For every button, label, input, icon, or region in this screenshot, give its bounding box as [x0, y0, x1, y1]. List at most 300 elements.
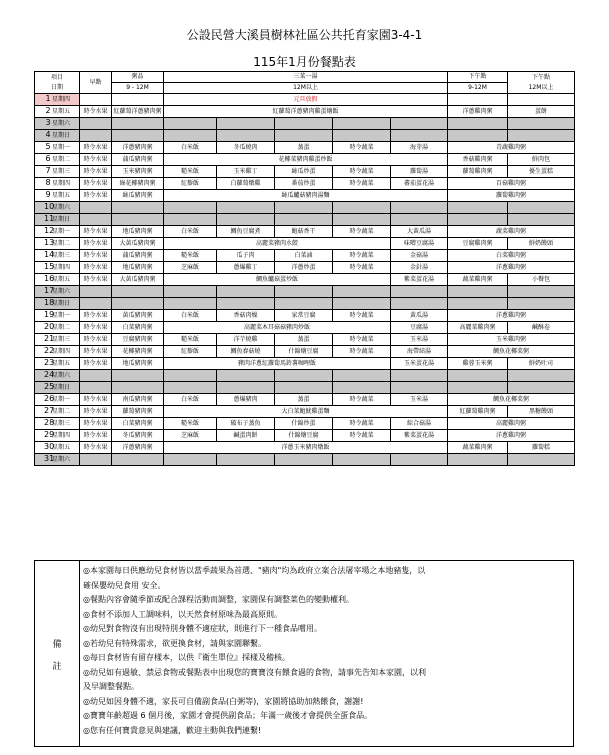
empty-cell	[275, 286, 333, 298]
empty-cell	[448, 382, 508, 394]
afternoon-cell-b: 蘿蔔糕	[508, 442, 575, 454]
empty-cell	[508, 214, 575, 226]
day-cell	[35, 226, 80, 238]
porridge-cell: 黃瓜豬肉粥	[112, 310, 164, 322]
afternoon-cell: 鯛魚花椰菜粥	[448, 394, 575, 406]
morning-cell: 時令水果	[80, 322, 112, 334]
afternoon-cell-b: 優生蛋糕	[508, 166, 575, 178]
day-number: 11	[43, 214, 55, 223]
porridge-cell: 豆腐豬肉粥	[112, 334, 164, 346]
dish-cell: 紅藜飯	[164, 346, 217, 358]
dish-cell: 金菇湯	[391, 250, 448, 262]
porridge-cell: 玉米豬肉粥	[112, 166, 164, 178]
empty-cell	[333, 382, 391, 394]
dish-cell: 糙米飯	[164, 250, 217, 262]
dish-cell: 白蘿蔔燉雞	[217, 178, 275, 190]
empty-cell	[80, 286, 112, 298]
morning-cell: 時令水果	[80, 190, 112, 202]
day-number: 14	[43, 250, 55, 259]
morning-cell: 時令水果	[80, 346, 112, 358]
empty-cell	[391, 286, 448, 298]
menu-row	[35, 322, 575, 334]
empty-cell	[508, 202, 575, 214]
weekday: 星期四	[51, 264, 70, 271]
morning-cell: 時令水果	[80, 166, 112, 178]
menu-row	[35, 262, 575, 274]
lunch-main-cell: 洋蔥玉米豬肉燉飯	[164, 442, 448, 454]
empty-cell	[112, 130, 164, 142]
empty-cell	[448, 118, 508, 130]
afternoon-cell: 玉米雞肉粥	[448, 334, 575, 346]
menu-row	[35, 370, 575, 382]
afternoon-cell: 洋蔥雞肉粥	[448, 310, 575, 322]
item-date-header	[35, 72, 80, 94]
dish-cell: 洋芋燒雞	[217, 334, 275, 346]
dish-cell: 時令蔬菜	[333, 178, 391, 190]
porridge-cell: 白菜豬肉粥	[112, 418, 164, 430]
day-cell	[35, 238, 80, 250]
lunch-main-cell: 紅蘿蔔洋蔥豬肉雞蛋燴飯	[164, 106, 448, 118]
dish-cell: 蔥爆豬肉	[217, 394, 275, 406]
empty-cell	[391, 454, 448, 466]
dish-cell: 蔥爆雞丁	[217, 262, 275, 274]
morning-cell	[80, 94, 112, 106]
empty-cell	[391, 370, 448, 382]
empty-cell	[112, 118, 164, 130]
empty-cell	[217, 214, 275, 226]
afternoon-cell-b: 黑糖饅頭	[508, 406, 575, 418]
porridge-cell: 洋蔥豬肉粥	[112, 442, 164, 454]
day-cell	[35, 142, 80, 154]
weekday: 星期日	[51, 384, 70, 391]
day-number: 5	[45, 142, 51, 151]
dish-cell: 什錦燴豆腐	[275, 346, 333, 358]
day-cell	[35, 106, 80, 118]
menu-row	[35, 430, 575, 442]
afternoon-header-b	[508, 72, 575, 94]
empty-cell	[508, 298, 575, 310]
dish-cell: 白米飯	[164, 226, 217, 238]
morning-header: 早點	[80, 72, 112, 94]
empty-cell	[275, 118, 333, 130]
day-number: 10	[43, 202, 55, 211]
weekday: 星期六	[51, 120, 70, 127]
dish-cell: 什錦炒蛋	[275, 418, 333, 430]
day-number: 30	[43, 442, 55, 451]
porridge-cell: 白菜豬肉粥	[112, 322, 164, 334]
dish-cell: 什錦燴豆腐	[275, 430, 333, 442]
weekday: 星期三	[51, 168, 70, 175]
afternoon-cell-b: 蛋餅	[508, 106, 575, 118]
weekday: 星期五	[51, 444, 70, 451]
empty-cell	[164, 202, 217, 214]
empty-cell	[164, 214, 217, 226]
dish-cell: 玉米湯	[391, 394, 448, 406]
day-cell	[35, 190, 80, 202]
afternoon-cell: 蔬菜雞肉粥	[448, 226, 575, 238]
afternoon-cell-a: 蘿蔔雞肉粥	[448, 166, 508, 178]
empty-cell	[80, 298, 112, 310]
afternoon-cell-b: 小餐包	[508, 274, 575, 286]
empty-cell	[448, 454, 508, 466]
day-number: 31	[43, 454, 55, 463]
dish-cell: 時令蔬菜	[333, 334, 391, 346]
dish-cell: 時令蔬菜	[333, 346, 391, 358]
day-number: 28	[43, 418, 55, 427]
day-number: 24	[43, 370, 55, 379]
day-cell	[35, 130, 80, 142]
dish-cell: 時令蔬菜	[333, 226, 391, 238]
day-number: 13	[43, 238, 55, 247]
dish-cell: 蒸蛋	[275, 334, 333, 346]
soup-cell: 紫菜蛋花湯	[391, 274, 448, 286]
morning-cell: 時令水果	[80, 358, 112, 370]
afternoon-cell-b: 鮮奶吐司	[508, 358, 575, 370]
menu-row	[35, 382, 575, 394]
porridge-cell	[112, 94, 164, 106]
day-number: 29	[43, 430, 55, 439]
morning-cell: 時令水果	[80, 226, 112, 238]
empty-cell	[112, 382, 164, 394]
lunch-main-cell: 高麗菜木耳菇菇豬肉炒飯	[164, 322, 391, 334]
dish-cell: 紅藜飯	[164, 178, 217, 190]
morning-cell: 時令水果	[80, 442, 112, 454]
dish-cell: 蘿蔔湯	[391, 166, 448, 178]
empty-cell	[333, 298, 391, 310]
empty-cell	[112, 214, 164, 226]
afternoon-header-b-label: 下午點	[532, 73, 551, 81]
dish-cell: 鹹蛋肉餅	[217, 430, 275, 442]
dish-cell: 紫菜蛋花湯	[391, 430, 448, 442]
afternoon-cell-b: 鮮肉包	[508, 154, 575, 166]
day-cell	[35, 166, 80, 178]
empty-cell	[80, 370, 112, 382]
lunch-main-cell: 絲瓜鱸菇豬肉湯麵	[164, 190, 448, 202]
afternoon-cell-b	[508, 94, 575, 106]
afternoon-cell-b: 鮮奶饅頭	[508, 238, 575, 250]
day-cell	[35, 298, 80, 310]
porridge-cell: 紅蘿蔔洋蔥豬肉粥	[112, 106, 164, 118]
note-line: ◎幼兒如因身體不適，家長可自備副食品(白粥等)，家園將協助加熱餵食，謝謝!	[83, 696, 364, 706]
dish-cell: 鯛魚豆腐煮	[217, 226, 275, 238]
dish-cell: 時令蔬菜	[333, 142, 391, 154]
afternoon-cell: 百菇雞肉粥	[448, 178, 575, 190]
notes-label-a: 備	[52, 640, 62, 650]
notes-box	[34, 560, 574, 747]
weekday: 星期三	[51, 336, 70, 343]
weekday: 星期六	[51, 288, 70, 295]
porridge-cell: 蒲瓜豬肉粥	[112, 154, 164, 166]
note-line: ◎幼兒對食物沒有出現特別身體不適症狀，則進行下一種食品嚐用。	[83, 624, 322, 633]
porridge-cell: 南瓜豬肉粥	[112, 394, 164, 406]
day-cell	[35, 454, 80, 466]
afternoon-cell-a: 洋蔥雞肉粥	[448, 106, 508, 118]
note-line: ◎若幼兒有特殊需求，欲更換食材，請與家園聯繫。	[83, 638, 266, 648]
afternoon-header-a: 下午點	[448, 72, 508, 83]
porridge-cell: 洋蔥豬肉粥	[112, 142, 164, 154]
porridge-cell: 冬瓜豬肉粥	[112, 430, 164, 442]
notes-label-b: 註	[52, 662, 62, 672]
lunch-age: 12M以上	[164, 83, 448, 94]
dish-cell: 時令蔬菜	[333, 430, 391, 442]
empty-cell	[217, 370, 275, 382]
afternoon-cell-b: 鹹酥卷	[508, 322, 575, 334]
lunch-main-cell: 豬肉洋蔥紅蘿蔔馬鈴薯咖哩飯	[164, 358, 391, 370]
day-number: 9	[45, 190, 51, 199]
empty-cell	[333, 214, 391, 226]
empty-cell	[275, 130, 333, 142]
empty-cell	[333, 130, 391, 142]
day-number: 19	[43, 310, 55, 319]
menu-row	[35, 454, 575, 466]
dish-cell: 糙米飯	[164, 166, 217, 178]
empty-cell	[112, 298, 164, 310]
menu-row	[35, 226, 575, 238]
day-number: 20	[43, 322, 55, 331]
weekday: 星期五	[51, 276, 70, 283]
weekday: 星期四	[51, 96, 70, 103]
day-cell	[35, 322, 80, 334]
menu-row	[35, 142, 575, 154]
day-cell	[35, 178, 80, 190]
weekday: 星期一	[51, 228, 70, 235]
empty-cell	[275, 382, 333, 394]
note-line: ◎餐點內容會隨季節或配合課程活動而調整，家園保有調整菜色的變動權利。	[83, 595, 354, 604]
day-cell	[35, 442, 80, 454]
dish-cell: 時令蔬菜	[333, 262, 391, 274]
dish-cell: 瓜子肉	[217, 250, 275, 262]
empty-cell	[217, 382, 275, 394]
weekday: 星期四	[51, 180, 70, 187]
date-header: 日期	[50, 83, 63, 91]
dish-cell: 白菜滷	[275, 250, 333, 262]
porridge-cell: 地瓜豬肉粥	[112, 226, 164, 238]
day-cell	[35, 202, 80, 214]
dish-cell: 蒸蛋	[275, 142, 333, 154]
weekday: 星期日	[51, 132, 70, 139]
dish-cell: 白米飯	[164, 310, 217, 322]
dish-cell: 香菇肉燥	[217, 310, 275, 322]
weekday: 星期五	[51, 192, 70, 199]
day-cell	[35, 418, 80, 430]
day-cell	[35, 214, 80, 226]
day-number: 18	[43, 298, 55, 307]
porridge-cell: 大黃瓜豬肉粥	[112, 274, 164, 286]
porridge-age: 9 - 12M	[112, 83, 164, 94]
porridge-header: 粥品	[112, 72, 164, 83]
day-cell	[35, 370, 80, 382]
day-number: 16	[43, 274, 55, 283]
empty-cell	[448, 370, 508, 382]
afternoon-cell-a: 紅蘿蔔雞肉粥	[448, 406, 508, 418]
day-number: 17	[43, 286, 55, 295]
weekday: 星期日	[51, 300, 70, 307]
day-cell	[35, 118, 80, 130]
day-cell	[35, 406, 80, 418]
soup-cell: 豆腐湯	[391, 322, 448, 334]
lunch-main-cell: 花椰菜豬肉雞蛋炒飯	[164, 154, 448, 166]
dish-cell: 時令蔬菜	[333, 250, 391, 262]
morning-cell: 時令水果	[80, 334, 112, 346]
menu-row	[35, 166, 575, 178]
empty-cell	[391, 382, 448, 394]
porridge-cell: 綠花椰豬肉粥	[112, 178, 164, 190]
menu-row	[35, 274, 575, 286]
weekday: 星期六	[51, 456, 70, 463]
dish-cell: 綜合菇湯	[391, 418, 448, 430]
porridge-cell: 地瓜豬肉粥	[112, 358, 164, 370]
morning-cell: 時令水果	[80, 238, 112, 250]
afternoon-cell-a: 雞蓉玉米粥	[448, 358, 508, 370]
weekday: 星期六	[51, 204, 70, 211]
empty-cell	[112, 202, 164, 214]
menu-row	[35, 154, 575, 166]
weekday: 星期六	[51, 372, 70, 379]
morning-cell: 時令水果	[80, 418, 112, 430]
note-line: ◎本家園每日供應幼兒食材皆以當季蔬果為首選、"豬肉"均為政府立案合法屠宰場之本地豬隻，以	[83, 566, 426, 575]
menu-row	[35, 94, 575, 106]
afternoon-cell-a: 豆腐雞肉粥	[448, 238, 508, 250]
dish-cell: 玉米湯	[391, 334, 448, 346]
empty-cell	[80, 130, 112, 142]
empty-cell	[448, 298, 508, 310]
empty-cell	[508, 370, 575, 382]
note-line: ◎幼兒如有過敏、禁忌食物或餐點表中出現您的寶寶沒有餵食過的食物，請事先告知本家園，以利	[83, 667, 426, 677]
afternoon-cell: 高麗雞肉粥	[448, 418, 575, 430]
item-header: 項目	[50, 73, 63, 81]
day-number: 8	[45, 178, 51, 187]
day-number: 25	[43, 382, 55, 391]
day-cell	[35, 154, 80, 166]
dish-cell: 絲瓜炒蛋	[275, 166, 333, 178]
empty-cell	[391, 130, 448, 142]
dish-cell: 時令蔬菜	[333, 166, 391, 178]
empty-cell	[275, 454, 333, 466]
morning-cell: 時令水果	[80, 178, 112, 190]
empty-cell	[275, 298, 333, 310]
morning-cell: 時令水果	[80, 406, 112, 418]
afternoon-age-b: 12M以上	[528, 83, 554, 91]
morning-cell: 時令水果	[80, 154, 112, 166]
day-number: 4	[45, 130, 51, 139]
menu-row	[35, 442, 575, 454]
empty-cell	[112, 370, 164, 382]
menu-row	[35, 106, 575, 118]
lunch-header: 三菜一湯	[164, 72, 448, 83]
menu-row	[35, 130, 575, 142]
empty-cell	[80, 118, 112, 130]
lunch-main-cell: 高麗菜豬肉水餃	[164, 238, 391, 250]
empty-cell	[448, 214, 508, 226]
empty-cell	[448, 130, 508, 142]
weekday: 星期三	[51, 252, 70, 259]
day-number: 6	[45, 154, 51, 163]
afternoon-cell-a	[448, 94, 508, 106]
note-line: ◎每日食材皆有留存樣本，以供『衛生單位』採樣及稽核。	[83, 653, 290, 662]
morning-cell: 時令水果	[80, 142, 112, 154]
porridge-cell: 地瓜豬肉粥	[112, 262, 164, 274]
weekday: 星期日	[51, 216, 70, 223]
empty-cell	[275, 370, 333, 382]
empty-cell	[164, 382, 217, 394]
dish-cell: 番茄炒蛋	[275, 178, 333, 190]
empty-cell	[217, 202, 275, 214]
weekday: 星期二	[51, 240, 70, 247]
day-cell	[35, 94, 80, 106]
dish-cell: 洋蔥炒蛋	[275, 262, 333, 274]
menu-table-body	[35, 72, 575, 466]
note-line: ◎寶寶年齡超過 6 個月後，家園才會提供副食品；年滿一歲後才會提供全蛋食品。	[83, 711, 373, 720]
day-number: 3	[45, 118, 51, 127]
day-cell	[35, 346, 80, 358]
dish-cell: 金針湯	[391, 262, 448, 274]
day-cell	[35, 382, 80, 394]
menu-row	[35, 334, 575, 346]
menu-row	[35, 298, 575, 310]
empty-cell	[217, 454, 275, 466]
menu-row	[35, 202, 575, 214]
day-number: 26	[43, 394, 55, 403]
dish-cell: 大黃瓜湯	[391, 226, 448, 238]
empty-cell	[391, 214, 448, 226]
empty-cell	[333, 370, 391, 382]
day-cell	[35, 358, 80, 370]
empty-cell	[391, 298, 448, 310]
afternoon-cell: 蘿蔔雞肉粥	[448, 190, 575, 202]
morning-cell: 時令水果	[80, 310, 112, 322]
empty-cell	[448, 202, 508, 214]
empty-cell	[508, 118, 575, 130]
porridge-cell: 大黃瓜豬肉粥	[112, 238, 164, 250]
day-number: 15	[43, 262, 55, 271]
weekday: 星期五	[51, 360, 70, 367]
day-number: 2	[45, 106, 51, 115]
soup-cell: 玉米蛋花湯	[391, 358, 448, 370]
weekday: 星期二	[51, 408, 70, 415]
weekday: 星期四	[51, 348, 70, 355]
dish-cell: 時令蔬菜	[333, 310, 391, 322]
morning-cell: 時令水果	[80, 274, 112, 286]
empty-cell	[448, 286, 508, 298]
day-cell	[35, 274, 80, 286]
empty-cell	[112, 286, 164, 298]
empty-cell	[391, 202, 448, 214]
afternoon-cell-a: 香菇雞肉粥	[448, 154, 508, 166]
holiday-cell: 元旦放假	[164, 94, 448, 106]
empty-cell	[333, 286, 391, 298]
morning-cell: 時令水果	[80, 394, 112, 406]
dish-cell: 破布子蒸魚	[217, 418, 275, 430]
page-title: 公設民營大溪員樹林社區公共托育家園3-4-1	[186, 28, 423, 42]
weekday: 星期四	[51, 432, 70, 439]
empty-cell	[391, 118, 448, 130]
menu-row	[35, 418, 575, 430]
dish-cell: 芝麻飯	[164, 262, 217, 274]
dish-cell: 鮑菇香干	[275, 226, 333, 238]
day-cell	[35, 250, 80, 262]
note-line: ◎食材不添加人工調味料，以天然食材原味為最高原則。	[83, 609, 282, 619]
dish-cell: 時令蔬菜	[333, 394, 391, 406]
menu-row	[35, 118, 575, 130]
day-cell	[35, 430, 80, 442]
empty-cell	[275, 214, 333, 226]
morning-cell: 時令水果	[80, 430, 112, 442]
empty-cell	[80, 202, 112, 214]
menu-row	[35, 394, 575, 406]
dish-cell: 家常豆腐	[275, 310, 333, 322]
page-subtitle: 115年1月份餐點表	[253, 55, 356, 69]
day-cell	[35, 394, 80, 406]
